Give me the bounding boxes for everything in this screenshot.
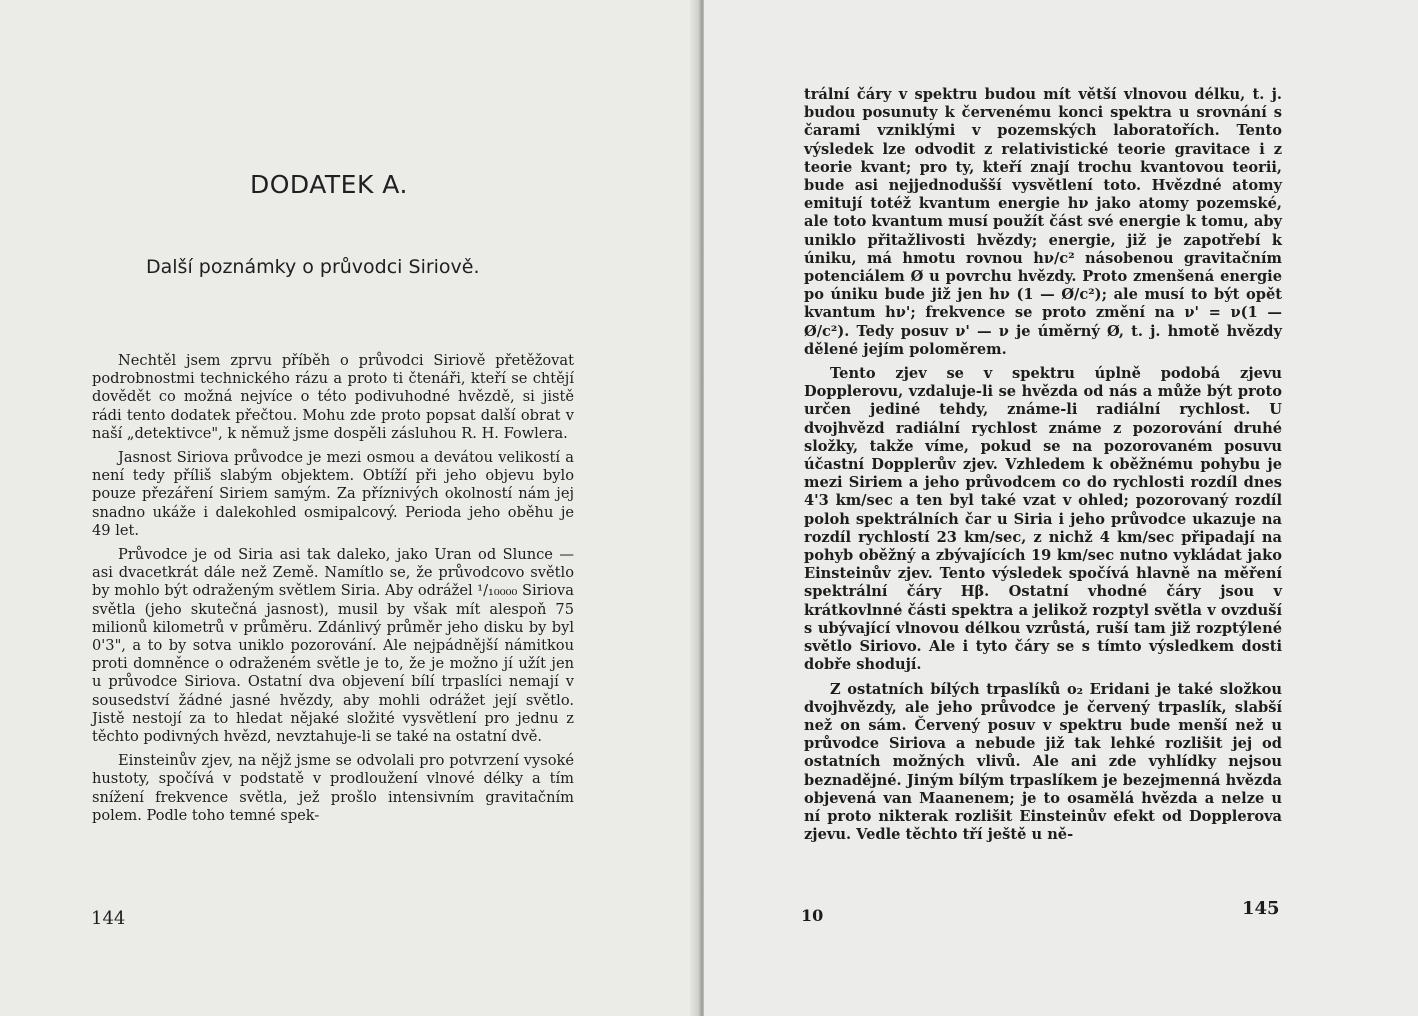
appendix-heading: DODATEK A.: [250, 170, 408, 199]
paragraph: Jasnost Siriova průvodce je mezi osmou a devátou velikostí a není tedy příliš slabým objektem. Obtíží při jeho objevu bylo pouze přezáření Siriem samým. Za příznivých okolností nám jej snadno ukáže i dalekohled osmipalcový. Perioda jeho oběhu je 49 let.: [92, 449, 574, 539]
paragraph: trální čáry v spektru budou mít větší vlnovou délku, t. j. budou posunuty k červenému konci spektra u srovnání s čarami vzniklými v pozemských laboratořích. Tento výsledek lze odvodit z relativistické teorie gravitace i z teorie kvant; pro ty, kteří znají trochu kvantovou teorii, bude asi nejjednodušší vysvětlení toto. Hvězdné atomy emitují totéž kvantum energie hν jako atomy pozemské, ale toto kvantum musí použít část své energie k tomu, aby uniklo přitažlivosti hvězdy; energie, již je zapotřebí k úniku, má hmotu rovnou hν/c² násobenou gravitačním potenciálem Ø u povrchu hvězdy. Proto zmenšená energie po úniku bude již jen hν (1 — Ø/c²); ale musí to být opět kvantum hν'; frekvence se proto změní na ν' = ν(1 — Ø/c²). Tedy posuv ν' — ν je úměrný Ø, t. j. hmotě hvězdy dělené jejím poloměrem.: [804, 86, 1282, 358]
paragraph: Nechtěl jsem zprvu příběh o průvodci Siriově přetěžovat podrobnostmi technického rázu a proto ti čtenáři, kteří se chtějí dovědět co možná nejvíce o této podivuhodné hvězdě, si jistě rádi tento dodatek přečtou. Mohu zde proto popsat další obrat v naší „detektivce", k němuž jsme dospěli zásluhou R. H. Fowlera.: [92, 352, 574, 442]
paragraph: Tento zjev se v spektru úplně podobá zjevu Dopplerovu, vzdaluje-li se hvězda od nás a může být proto určen jediné tehdy, známe-li radiální rychlost. U dvojhvězd radiální rychlost známe z pozorování druhé složky, takže víme, pokud se na pozorovaném posuvu účastní Dopplerův zjev. Vzhledem k oběžnému pohybu je mezi Siriem a jeho průvodcem co do rychlosti rozdíl dnes 4'3 km/sec a ten byl také vzat v ohled; pozorovaný rozdíl poloh spektrálních čar u Siria i jeho průvodce ukazuje na rozdíl rychlostí 23 km/sec, z nichž 4 km/sec připadají na pohyb oběžný a zbývajících 19 km/sec nutno vykládat jako Einsteinův zjev. Tento výsledek spočívá hlavně na měření spektrální čáry Hβ. Ostatní vhodné čáry jsou v krátkovlnné části spektra a jelikož rozptyl světla v ovzduší s ubývající vlnovou délkou vzrůstá, ruší tam již rozptýlené světlo Siriovo. Ale i tyto čáry se s tímto výsledkem dosti dobře shodují.: [804, 365, 1282, 674]
paragraph: Průvodce je od Siria asi tak daleko, jako Uran od Slunce — asi dvacetkrát dále než Země. Namítlo se, že průvodcovo světlo by mohlo být odraženým světlem Siria. Aby odrážel ¹/₁₀₀₀₀ Siriova světla (jeho skutečná jasnost), musil by však mít alespoň 75 milionů kilometrů v průměru. Zdánlivý průměr jeho disku by byl 0'3", a to by sotva uniklo pozorování. Ale nejpádnější námitkou proti domněnce o odraženém světle je to, že je možno jí užít jen u průvodce Siriova. Ostatní dva objevení bílí trpaslíci nemají v sousedství žádné jasné hvězdy, aby mohli odrážet její světlo. Jistě nestojí za to hledat nějaké složité vysvětlení pro jednu z těchto podivných hvězd, nevztahuje-li se také na ostatní dvě.: [92, 546, 574, 746]
left-page: [0, 0, 700, 1016]
right-page: [704, 0, 1418, 1016]
paragraph: Einsteinův zjev, na nějž jsme se odvolali pro potvrzení vysoké hustoty, spočívá v podstatě v prodloužení vlnové délky a tím snížení frekvence světla, jež prošlo intensivním gravitačním polem. Podle toho temné spek-: [92, 752, 574, 824]
left-page-body: [92, 352, 574, 831]
paragraph: Z ostatních bílých trpaslíků o₂ Eridani je také složkou dvojhvězdy, ale jeho průvodce je červený trpaslík, slabší než on sám. Červený posuv v spektru bude menší než u průvodce Siriova a nebude již tak lehké rozlišit jej od ostatních možných vlivů. Ale ani zde vyhlídky nejsou beznadějné. Jiným bílým trpaslíkem je bezejmenná hvězda objevená van Maanenem; je to osamělá hvězda a nelze u ní proto nikterak rozlišit Einsteinův efekt od Dopplerova zjevu. Vedle těchto tří ještě u ně-: [804, 680, 1282, 844]
right-page-body: [804, 86, 1282, 850]
signature-mark: 10: [801, 906, 824, 925]
page-number-left: 144: [91, 908, 126, 929]
appendix-subheading: Další poznámky o průvodci Siriově.: [146, 256, 480, 278]
page-number-right: 145: [1242, 898, 1280, 919]
